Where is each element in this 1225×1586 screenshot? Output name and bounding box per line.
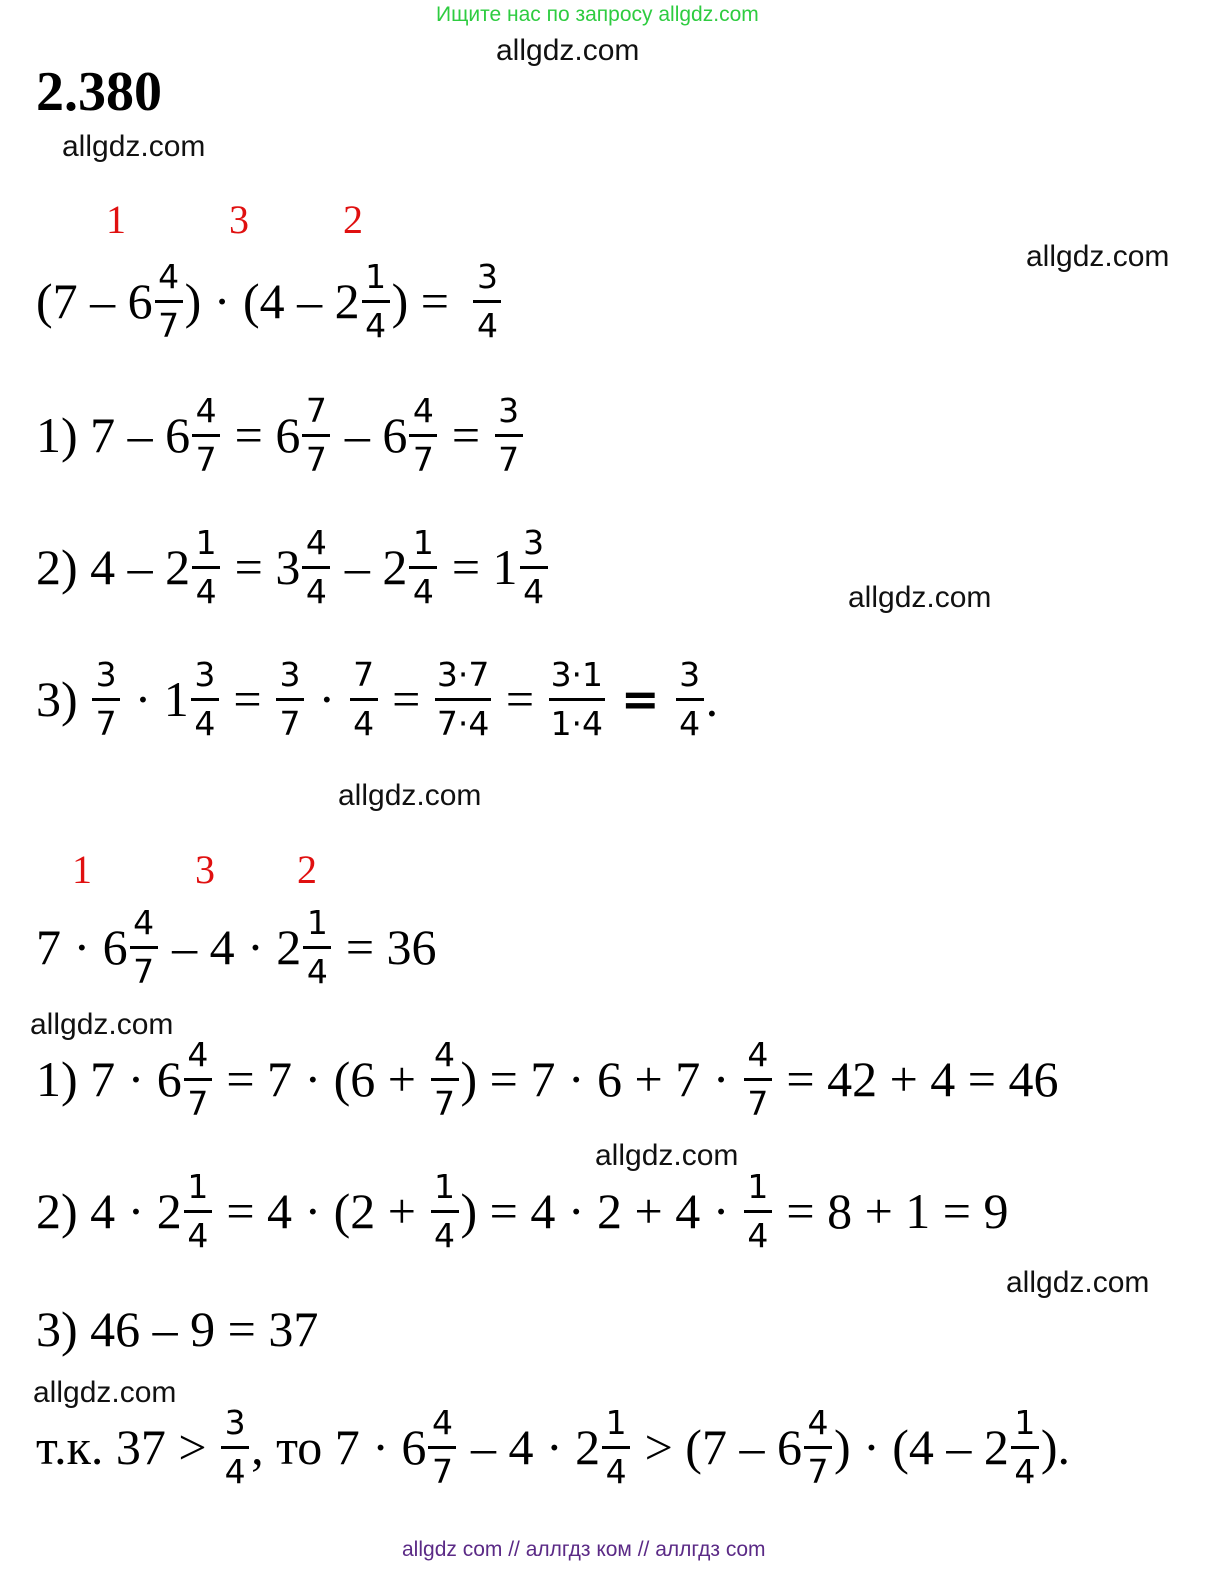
numerator: 3 (473, 258, 501, 303)
watermark: allgdz.com (595, 1139, 739, 1172)
numerator: 4 (804, 1404, 832, 1449)
math-text: ). (1040, 1419, 1071, 1476)
fraction (676, 656, 704, 743)
math-text: = (493, 671, 547, 728)
denominator: 1·4 (550, 703, 604, 743)
denominator: 7 (95, 703, 117, 743)
denominator: 4 (224, 1451, 246, 1491)
denominator: 7 (434, 1083, 456, 1123)
fraction (155, 258, 183, 345)
numerator: 7 (302, 392, 330, 437)
numerator: 1 (744, 1168, 772, 1213)
numerator: 3 (191, 656, 219, 701)
step-2-1 (36, 1036, 1058, 1123)
fraction (192, 392, 220, 479)
denominator: 7 (195, 439, 217, 479)
denominator: 4 (187, 1215, 209, 1255)
step-1-2 (36, 524, 550, 611)
denominator: 4 (679, 703, 701, 743)
denominator: 4 (605, 1451, 627, 1491)
watermark: allgdz.com (1026, 240, 1170, 273)
numerator: 3·7 (435, 656, 491, 701)
fraction (602, 1404, 630, 1491)
numerator: 1 (362, 258, 390, 303)
math-text: 3) 46 – 9 = 37 (36, 1301, 319, 1357)
denominator: 4 (1014, 1451, 1036, 1491)
denominator: 4 (365, 305, 387, 345)
watermark: allgdz.com (62, 130, 206, 163)
math-text: = 42 + 4 = 46 (773, 1051, 1059, 1108)
numerator: 3 (676, 656, 704, 701)
search-banner: Ищите нас по запросу allgdz.com (436, 3, 759, 26)
denominator: 4 (305, 571, 327, 611)
denominator: 4 (353, 703, 375, 743)
numerator: 1 (409, 524, 437, 569)
step-2-2 (36, 1168, 1008, 1255)
numerator: 1 (1011, 1404, 1039, 1449)
watermark: allgdz.com (33, 1376, 177, 1409)
fraction (92, 656, 120, 743)
watermark: allgdz.com (30, 1008, 174, 1041)
denominator: 7 (305, 439, 327, 479)
fraction (302, 392, 330, 479)
math-text: ) = 7 · 6 + 7 · (460, 1051, 742, 1108)
fraction (549, 656, 605, 743)
fraction (520, 524, 548, 611)
math-text: = (220, 671, 275, 728)
math-text: ) · (4 – 2 (184, 273, 360, 330)
watermark: allgdz.com (1006, 1266, 1150, 1299)
math-text: , то 7 · 6 (251, 1419, 427, 1476)
denominator: 7 (412, 439, 434, 479)
fraction (804, 1404, 832, 1491)
fraction (495, 392, 523, 479)
action-order-1: 1 (72, 847, 92, 892)
numerator: 4 (302, 524, 330, 569)
denominator: 4 (434, 1215, 456, 1255)
math-text: > (7 – 6 (632, 1419, 802, 1476)
numerator: 3 (221, 1404, 249, 1449)
fraction (409, 392, 437, 479)
numerator: 1 (303, 904, 331, 949)
fraction (302, 524, 330, 611)
fraction (431, 1168, 459, 1255)
fraction (221, 1404, 249, 1491)
math-text: – 2 (332, 539, 408, 596)
numerator: 3·1 (549, 656, 605, 701)
math-text: = 8 + 1 = 9 (773, 1183, 1009, 1240)
numerator: 3 (276, 656, 304, 701)
fraction (1011, 1404, 1039, 1491)
math-text: ) · (4 – 2 (833, 1419, 1009, 1476)
math-text: ) = 4 · 2 + 4 · (460, 1183, 742, 1240)
numerator: 1 (431, 1168, 459, 1213)
math-text: 2) 4 – 2 (36, 539, 191, 596)
conclusion (36, 1404, 1070, 1491)
numerator: 3 (520, 524, 548, 569)
expression-2 (36, 904, 437, 991)
math-text: = 1 (439, 539, 518, 596)
denominator: 7 (158, 305, 180, 345)
fraction (473, 258, 501, 345)
fraction (350, 656, 378, 743)
denominator: 4 (523, 571, 545, 611)
math-text: – 6 (332, 407, 408, 464)
math-text: ) = (391, 273, 462, 330)
action-order-3: 3 (195, 847, 215, 892)
fraction (130, 904, 158, 991)
math-text: = 36 (333, 919, 437, 976)
fraction (184, 1168, 212, 1255)
fraction (303, 904, 331, 991)
math-text: = (379, 671, 433, 728)
fraction (191, 656, 219, 743)
watermark: allgdz.com (848, 581, 992, 614)
math-text: = 3 (222, 539, 301, 596)
footer-links[interactable]: allgdz com // аллгдз ком // аллгдз com (402, 1538, 766, 1561)
math-text: 2) 4 · 2 (36, 1183, 182, 1240)
math-text: . (705, 671, 719, 728)
denominator: 4 (195, 571, 217, 611)
math-text: = 4 · (2 + (213, 1183, 429, 1240)
fraction (276, 656, 304, 743)
fraction (744, 1036, 772, 1123)
numerator: 3 (495, 392, 523, 437)
fraction (431, 1036, 459, 1123)
denominator: 7 (747, 1083, 769, 1123)
numerator: 3 (92, 656, 120, 701)
denominator: 7·4 (436, 703, 490, 743)
denominator: 7 (279, 703, 301, 743)
fraction (362, 258, 390, 345)
denominator: 4 (412, 571, 434, 611)
math-text: 1) 7 · 6 (36, 1051, 182, 1108)
math-text: – 4 · 2 (458, 1419, 601, 1476)
math-text: = (621, 672, 660, 727)
math-text: 7 · 6 (36, 919, 128, 976)
numerator: 4 (428, 1404, 456, 1449)
math-text: 3) (36, 671, 91, 728)
fraction (435, 656, 491, 743)
denominator: 7 (807, 1451, 829, 1491)
math-text: 1) 7 – 6 (36, 407, 191, 464)
denominator: 7 (431, 1451, 453, 1491)
math-text: = 7 · (6 + (213, 1051, 429, 1108)
step-2-3 (36, 1301, 319, 1357)
denominator: 7 (187, 1083, 209, 1123)
denominator: 7 (133, 951, 155, 991)
denominator: 4 (306, 951, 328, 991)
step-1-1 (36, 392, 525, 479)
numerator: 4 (184, 1036, 212, 1081)
math-text: · (306, 671, 348, 728)
numerator: 4 (130, 904, 158, 949)
numerator: 4 (409, 392, 437, 437)
fraction (409, 524, 437, 611)
exercise-number: 2.380 (36, 61, 162, 123)
fraction (192, 524, 220, 611)
math-text: – 4 · 2 (159, 919, 302, 976)
numerator: 4 (431, 1036, 459, 1081)
math-text: (7 – 6 (36, 273, 153, 330)
numerator: 4 (192, 392, 220, 437)
expression-1 (36, 258, 503, 345)
action-order-2: 2 (297, 847, 317, 892)
denominator: 7 (498, 439, 520, 479)
fraction (744, 1168, 772, 1255)
math-text: · 1 (122, 671, 189, 728)
action-order-1: 1 (106, 197, 126, 242)
math-text: = 6 (222, 407, 301, 464)
numerator: 4 (155, 258, 183, 303)
math-text: т.к. 37 > (36, 1419, 220, 1476)
fraction (184, 1036, 212, 1123)
fraction (428, 1404, 456, 1491)
numerator: 4 (744, 1036, 772, 1081)
numerator: 7 (350, 656, 378, 701)
action-order-2: 2 (343, 197, 363, 242)
denominator: 4 (194, 703, 216, 743)
denominator: 4 (476, 305, 498, 345)
watermark: allgdz.com (338, 779, 482, 812)
numerator: 1 (184, 1168, 212, 1213)
numerator: 1 (602, 1404, 630, 1449)
math-text: = (439, 407, 493, 464)
step-1-3 (36, 656, 718, 743)
numerator: 1 (192, 524, 220, 569)
watermark: allgdz.com (496, 34, 640, 67)
action-order-3: 3 (229, 197, 249, 242)
denominator: 4 (747, 1215, 769, 1255)
